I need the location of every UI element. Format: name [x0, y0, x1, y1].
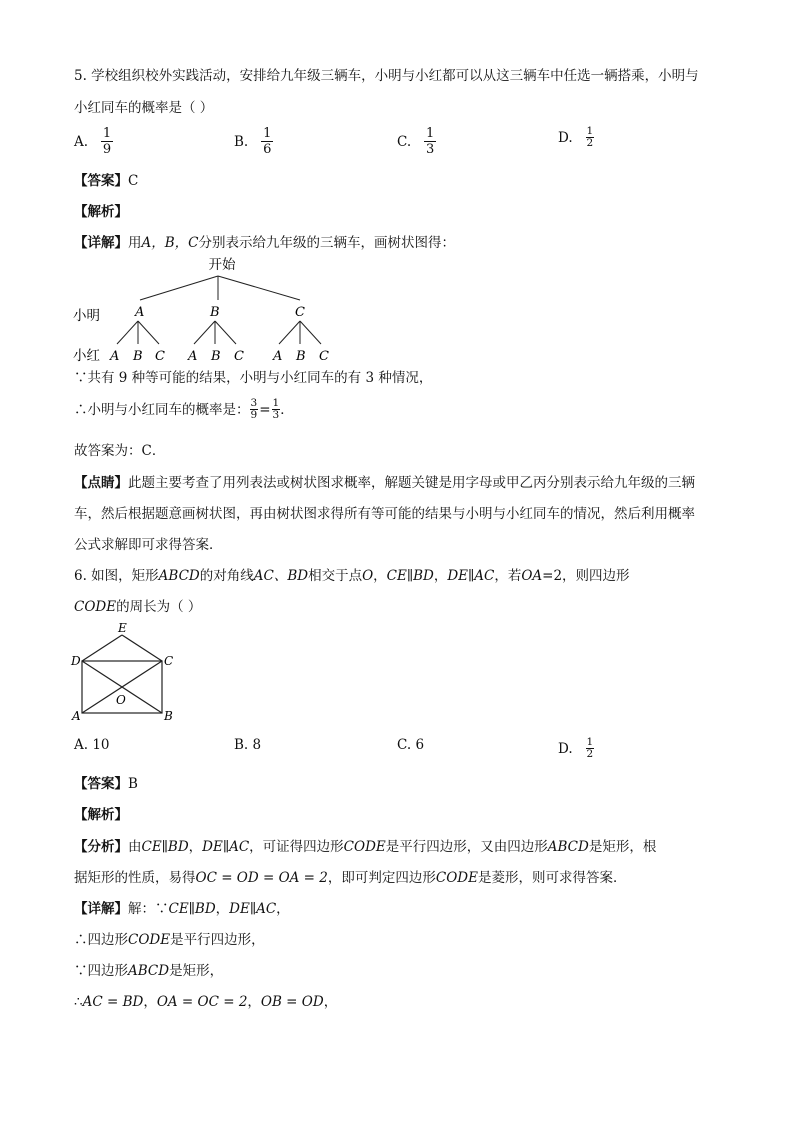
q5-detail-line: 【详解】用A，B，C分别表示给九年级的三辆车，画树状图得： — [74, 235, 455, 251]
q5-because-line: ∵共有 9 种等可能的结果，小明与小红同车的有 3 种情况， — [74, 370, 433, 386]
tree-branch-b: B — [210, 305, 220, 320]
point-d-label: D — [71, 654, 81, 668]
tree-root: 开始 — [208, 257, 236, 273]
q6-answer: 【答案】B — [74, 776, 138, 792]
q6-option-b: B. 8 — [234, 737, 262, 753]
tree-leaf: A — [110, 349, 120, 364]
q6-stem-line2: CODE的周长为（ ） — [74, 599, 202, 615]
q5-analysis-tag: 【解析】 — [74, 204, 128, 220]
tree-leaf: C — [319, 349, 329, 364]
q6-detail-line4: ∴AC = BD，OA = OC = 2，OB = OD， — [74, 994, 338, 1010]
q6-detail-line3: ∵四边形ABCD是矩形， — [74, 963, 224, 979]
tree-leaf: C — [234, 349, 244, 364]
q6-analysis-tag: 【解析】 — [74, 807, 128, 823]
tree-leaf: B — [211, 349, 221, 364]
q5-stem-line2: 小红同车的概率是（ ） — [74, 100, 214, 116]
q5-stem-line1: 5. 学校组织校外实践活动，安排给九年级三辆车，小明与小红都可以从这三辆车中任选一辆搭乘，小明与 — [74, 68, 699, 84]
tree-leaf: A — [273, 349, 283, 364]
tree-row1-label: 小明 — [73, 308, 100, 324]
q5-comment-line1: 【点睛】此题主要考查了用列表法或树状图求概率，解题关键是用字母或甲乙丙分别表示给九年级的三辆 — [74, 475, 695, 491]
tree-leaf: B — [296, 349, 306, 364]
tree-leaf: B — [133, 349, 143, 364]
q5-option-a: A. $\frac{1}{9}$ — [74, 126, 112, 157]
q6-stem-line1: 6. 如图，矩形ABCD的对角线AC、BD相交于点O，CE∥BD，DE∥AC，若OA=2，则四边形 — [74, 568, 630, 584]
q5-option-b: B. $\frac{1}{6}$ — [234, 126, 272, 157]
tree-diagram — [60, 254, 360, 370]
point-c-label: C — [164, 654, 174, 668]
q5-option-d: D. $\frac{1}{2}$ — [558, 125, 594, 149]
tree-leaf: A — [188, 349, 198, 364]
q6-detail-line2: ∴四边形CODE是平行四边形， — [74, 932, 265, 948]
q6-option-a: A. 10 — [74, 737, 110, 753]
tree-leaf: C — [155, 349, 165, 364]
q6-fenxi-line2: 据矩形的性质，易得OC = OD = OA = 2，即可判定四边形CODE是菱形，则可求得答案． — [74, 870, 627, 886]
q5-probability-line: ∴小明与小红同车的概率是： $\frac{3}{9}$ = $\frac{1}{3}$ ． — [74, 397, 294, 421]
q6-fenxi-line1: 【分析】由CE∥BD，DE∥AC，可证得四边形CODE是平行四边形，又由四边形ABCD是矩形，根 — [74, 839, 657, 855]
q5-answer: 【答案】C — [74, 173, 139, 189]
tree-row2-label: 小红 — [73, 348, 100, 364]
tree-branch-c: C — [295, 305, 305, 320]
point-o-label: O — [116, 693, 126, 707]
q6-option-c: C. 6 — [397, 737, 425, 753]
point-e-label: E — [118, 621, 127, 635]
q6-option-d: D. $\frac{1}{2}$ — [558, 736, 594, 760]
q6-detail-line1: 【详解】解：∵CE∥BD，DE∥AC， — [74, 901, 290, 917]
q5-comment-line2: 车，然后根据题意画树状图，再由树状图求得所有等可能的结果与小明与小红同车的情况，然后利用概率 — [74, 506, 695, 522]
q5-comment-line3: 公式求解即可求得答案． — [74, 537, 223, 553]
rectangle-figure — [66, 620, 186, 726]
q5-option-c: C. $\frac{1}{3}$ — [397, 126, 435, 157]
q5-final-answer: 故答案为：C． — [74, 443, 166, 459]
point-b-label: B — [164, 709, 173, 723]
point-a-label: A — [72, 709, 81, 723]
tree-branch-a: A — [135, 305, 145, 320]
